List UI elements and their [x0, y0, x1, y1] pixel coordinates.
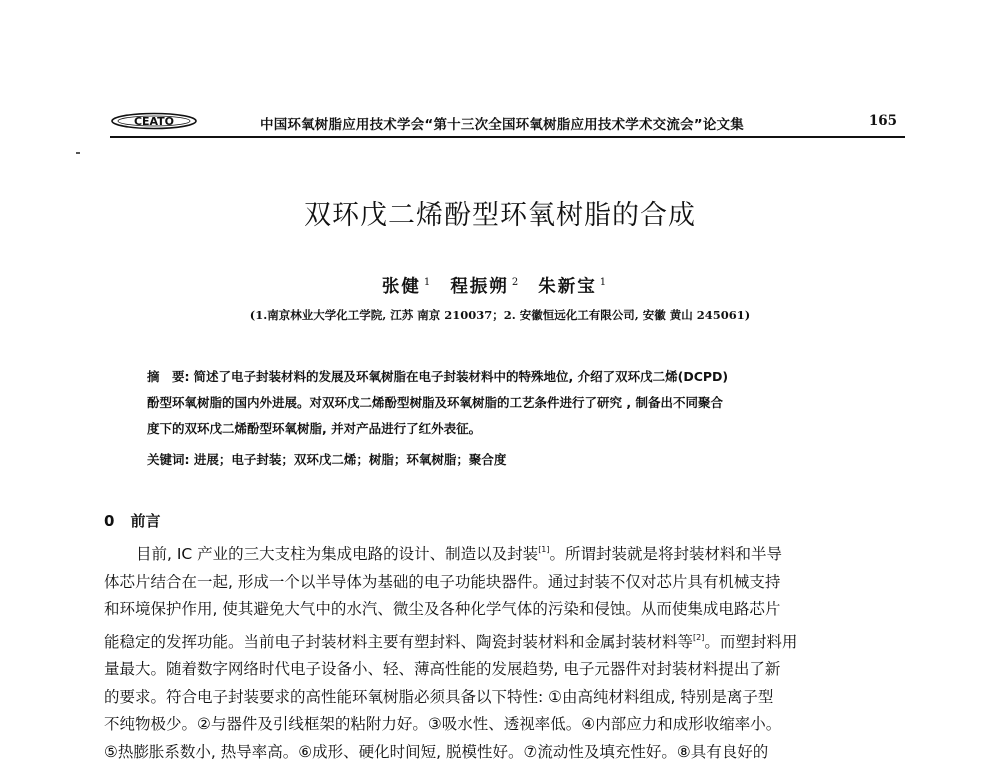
- abstract: [147, 364, 887, 442]
- abstract-label: 摘 要:: [147, 369, 190, 384]
- ceat-logo: [110, 112, 198, 130]
- author-name: 张健: [382, 277, 421, 297]
- body-line: 不纯物极少。②与器件及引线框架的粘附力好。③吸水性、透视率低。④内部应力和成形收缩率小。: [104, 711, 904, 739]
- keywords: [147, 450, 506, 468]
- body-line: [104, 536, 904, 569]
- keywords-label: 关键词:: [147, 452, 190, 467]
- body-text-segment: 能稳定的发挥功能。当前电子封装材料主要有塑封料、陶瓷封装材料和金属封装材料等: [104, 633, 693, 651]
- scan-mark: [76, 152, 80, 154]
- body-text-segment: 。所谓封装就是将封装材料和半导: [550, 545, 783, 563]
- logo-text: CEATO: [134, 115, 174, 128]
- page-number: 165: [869, 113, 897, 129]
- author-name: 程振朔: [450, 277, 509, 297]
- running-title: 中国环氧树脂应用技术学会“第十三次全国环氧树脂应用技术学术交流会”论文集: [260, 113, 744, 133]
- body-text-segment: 。而塑封料用: [704, 633, 797, 651]
- body-text-segment: 目前, IC 产业的三大支柱为集成电路的设计、制造以及封装: [136, 545, 538, 563]
- affiliation: (1.南京林业大学化工学院, 江苏 南京 210037；2. 安徽恒远化工有限公司, 安徽 黄山 245061): [0, 307, 1000, 323]
- page-header: [110, 110, 905, 138]
- keywords-text: 进展；电子封装；双环戊二烯；树脂；环氧树脂；聚合度: [194, 452, 507, 467]
- abstract-line: 度下的双环戊二烯酚型环氧树脂, 并对产品进行了红外表征。: [147, 416, 887, 442]
- abstract-line: [147, 364, 887, 390]
- abstract-text: 简述了电子封装材料的发展及环氧树脂在电子封装材料中的特殊地位, 介绍了双环戊二烯(DCPD): [194, 369, 729, 384]
- citation-ref: [1]: [538, 545, 549, 554]
- section-number: 0: [104, 512, 114, 530]
- author-affiliation-mark: 2: [512, 277, 520, 288]
- body-line: 体芯片结合在一起, 形成一个以半导体为基础的电子功能块器件。通过封装不仅对芯片具有机械支持: [104, 569, 904, 597]
- abstract-line: 酚型环氧树脂的国内外进展。对双环戊二烯酚型树脂及环氧树脂的工艺条件进行了研究 , 制备出不同聚合: [147, 390, 887, 416]
- author-list: [0, 273, 1000, 298]
- body-line: 的要求。符合电子封装要求的高性能环氧树脂必须具备以下特性: ①由高纯材料组成, 特别是离子型: [104, 684, 904, 712]
- section-title: 前言: [130, 512, 160, 530]
- author-name: 朱新宝: [538, 277, 597, 297]
- paper-title: 双环戊二烯酚型环氧树脂的合成: [0, 193, 1000, 232]
- author-affiliation-mark: 1: [600, 277, 608, 288]
- body-line: 和环境保护作用, 使其避免大气中的水汽、微尘及各种化学气体的污染和侵蚀。从而使集成电路芯片: [104, 596, 904, 624]
- body-paragraph: [104, 536, 904, 766]
- citation-ref: [2]: [693, 633, 704, 642]
- body-line: 量最大。随着数字网络时代电子设备小、轻、薄高性能的发展趋势, 电子元器件对封装材料提出了新: [104, 656, 904, 684]
- author-affiliation-mark: 1: [424, 277, 432, 288]
- body-line: [104, 624, 904, 657]
- body-line: ⑤热膨胀系数小, 热导率高。⑥成形、硬化时间短, 脱模性好。⑦流动性及填充性好。⑧具有良好的: [104, 739, 904, 766]
- section-heading: [104, 510, 160, 531]
